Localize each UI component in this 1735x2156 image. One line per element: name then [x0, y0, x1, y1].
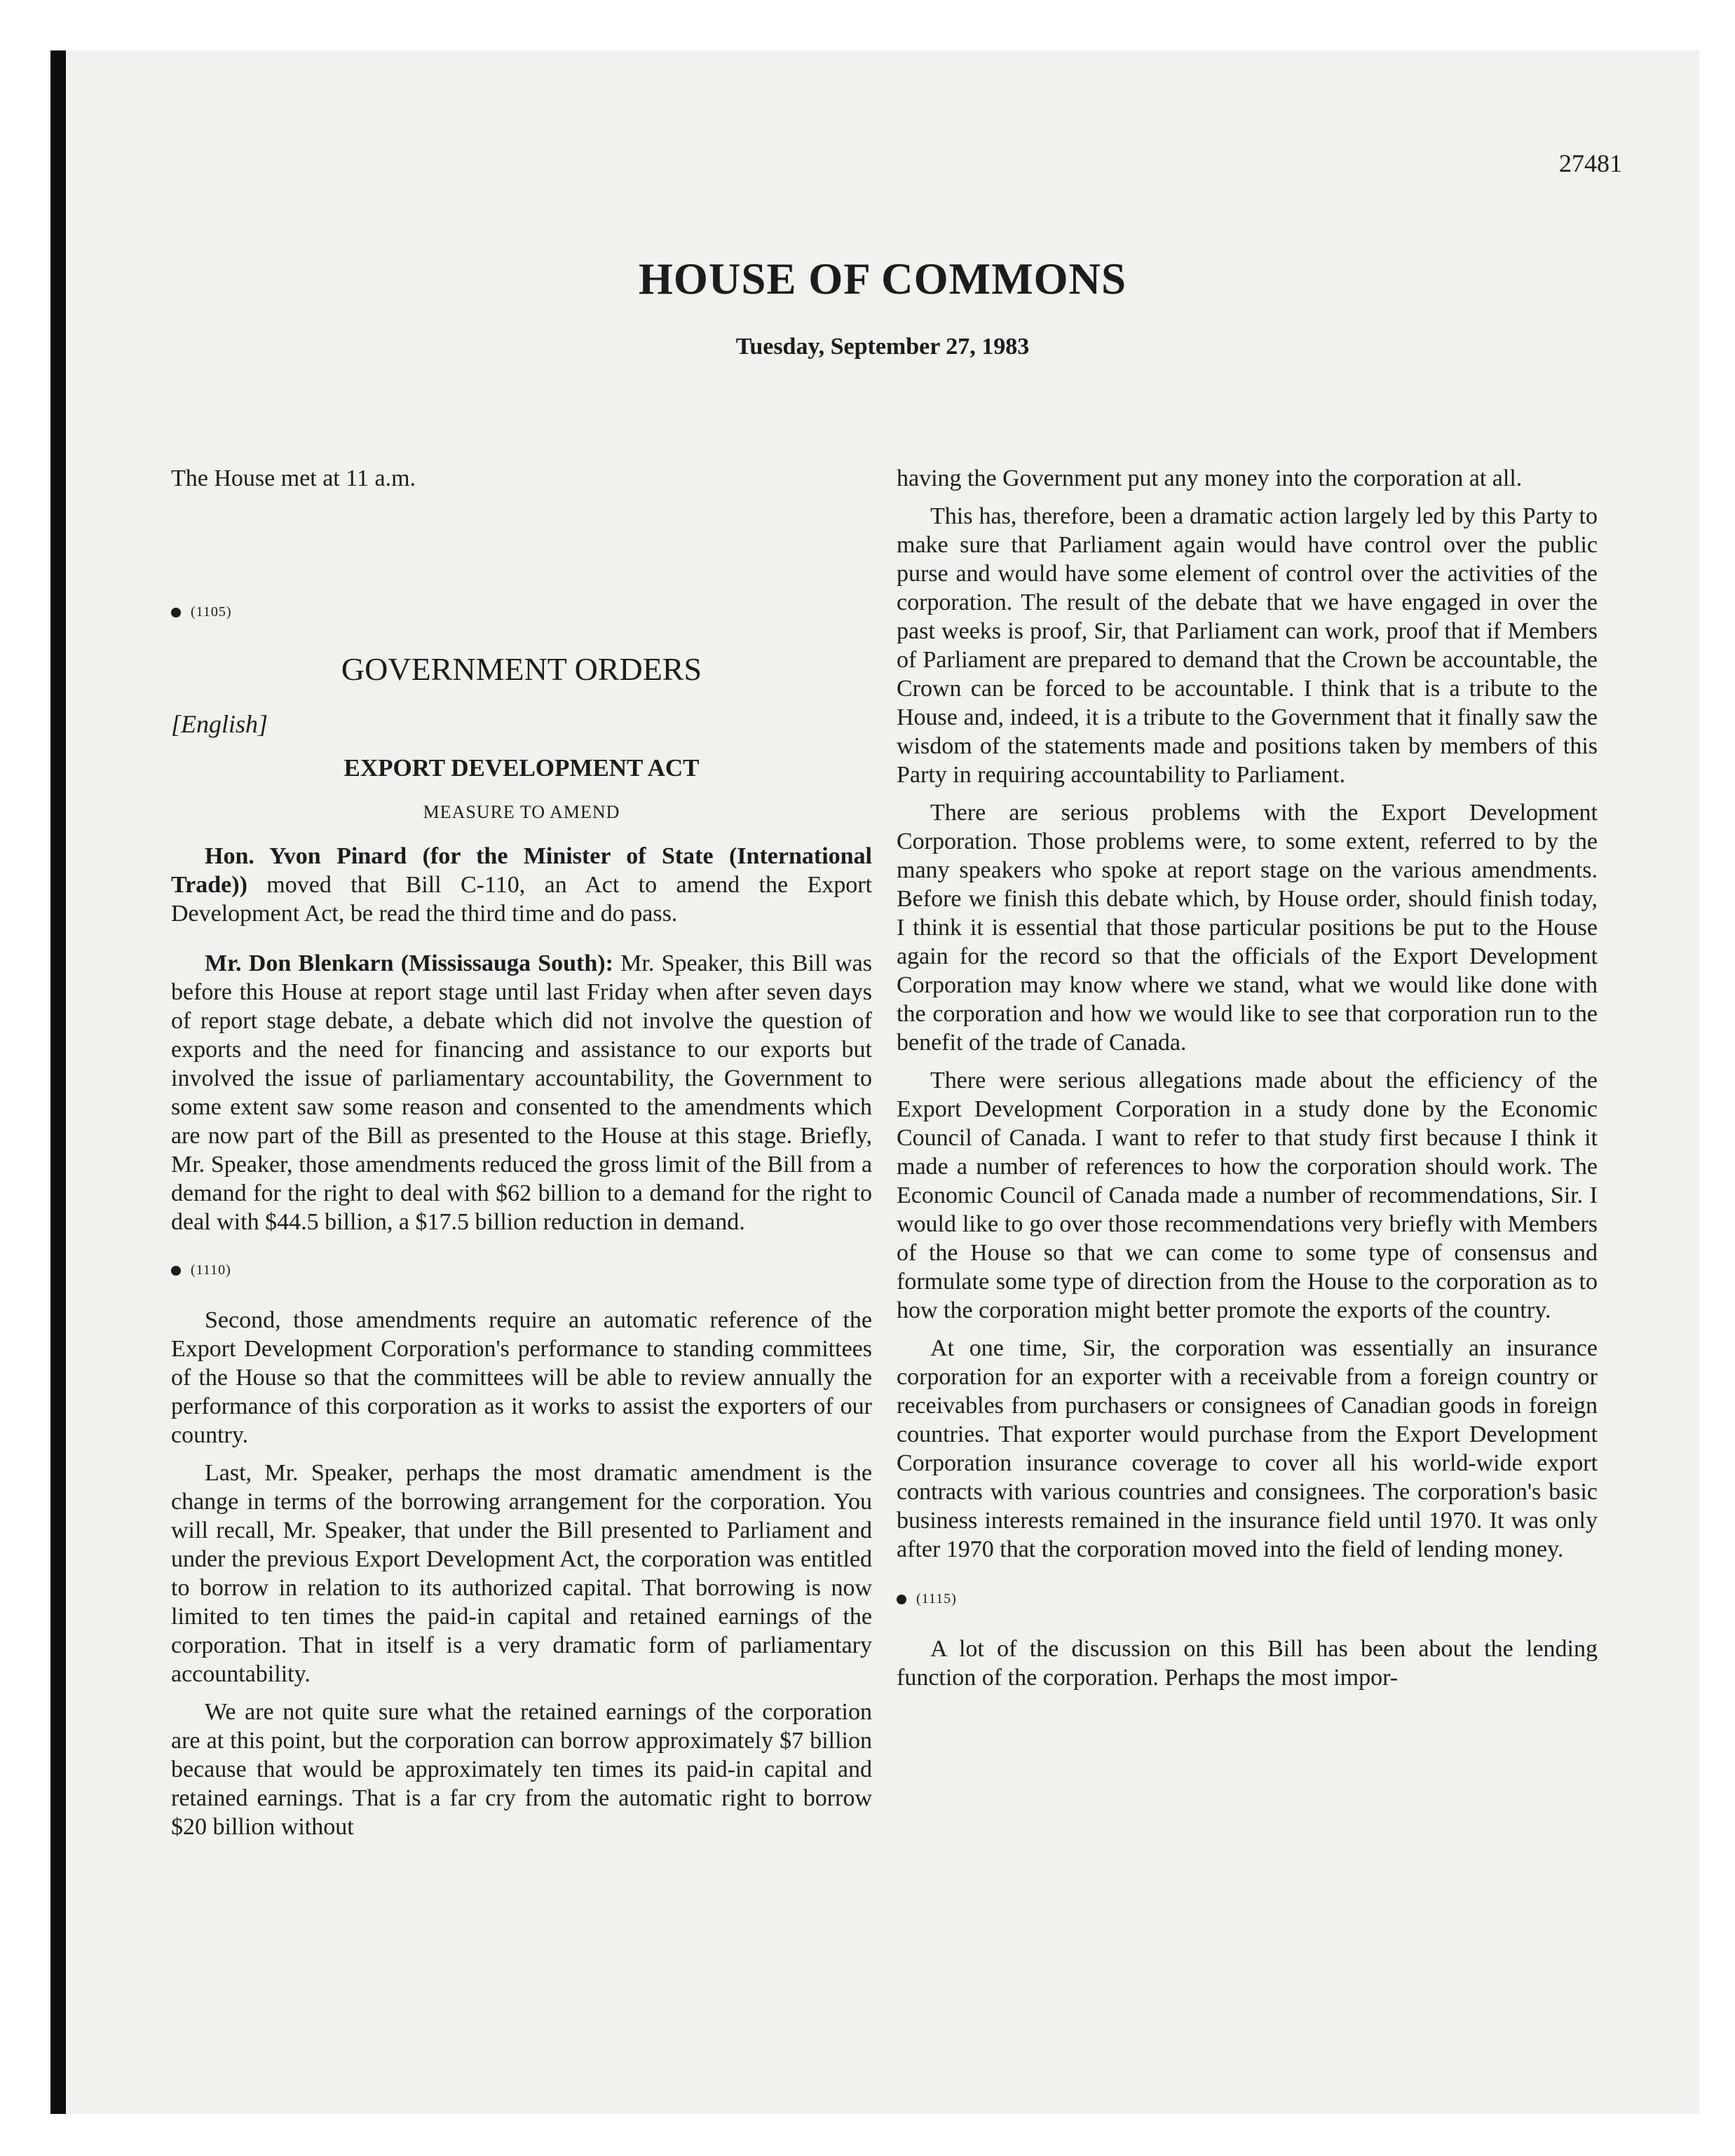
time-marker — [171, 598, 872, 627]
page-number: 27481 — [1559, 149, 1622, 177]
speech-paragraph: Second, those amendments require an automatic reference of the Export Development Corporation's performance to standing committees of the House so that the committees will be able to review annually the performance of this corporation as it works to assist the exporters of our country. — [171, 1307, 872, 1448]
speech-text: Mr. Speaker, this Bill was before this House at report stage until last Friday when after seven days of report stage debate, a debate which did not involve the question of exports and the need for financing and assistance to our exports but involved the issue of parliamentary accountability, the Government to some extent saw some reason and consented to the amendments which are now part of the Bill as presented to the House at this stage. Briefly, Mr. Speaker, those amendments reduced the gross limit of the Bill from a demand for the right to deal with $62 billion to a demand for the right to deal with $44.5 billion, a $17.5 billion reduction in demand. — [171, 950, 872, 1235]
motion-speaker: Hon. Yvon Pinard (for the Minister of State (International Trade)) — [171, 843, 872, 898]
speech-paragraph: Last, Mr. Speaker, perhaps the most dramatic amendment is the change in terms of the borrowing arrangement for the corporation. You will recall, Mr. Speaker, that under the Bill presented to Parliament and under the previous Export Development Act, the corporation was entitled to borrow in relation to its authorized capital. That borrowing is now limited to ten times the paid-in capital and retained earnings of the corporation. That in itself is a very dramatic form of parliamentary accountability. — [171, 1460, 872, 1687]
speech-paragraph: having the Government put any money into the corporation at all. — [897, 465, 1523, 491]
right-column — [897, 464, 1598, 1701]
section-heading: GOVERNMENT ORDERS — [341, 651, 702, 687]
subsection-heading: EXPORT DEVELOPMENT ACT — [343, 754, 700, 782]
time-marker — [171, 1256, 872, 1285]
language-label: [English] — [171, 710, 268, 738]
speaker-name: Mr. Don Blenkarn (Mississauga South): — [205, 950, 613, 976]
speech-paragraph: There were serious allegations made about the efficiency of the Export Development Corporation in a study done by the Economic Council of Canada. I want to refer to that study first because I think it made a number of references to how the corporation should work. The Economic Council of Canada made a number of recommendations, Sir. I would like to go over those recommendations very briefly with Members of the House so that we can come to some type of consensus and formulate some type of direction from the House to the corporation as to how the corporation might better promote the exports of the country. — [897, 1067, 1598, 1323]
motion-text: moved that Bill C-110, an Act to amend the Export Development Act, be read the third time and do pass. — [171, 872, 872, 927]
left-column — [171, 464, 872, 1850]
bullet-icon — [897, 1595, 906, 1604]
page-title: HOUSE OF COMMONS — [638, 254, 1127, 303]
document-page — [50, 50, 1699, 2114]
bullet-icon — [171, 1266, 181, 1276]
motion-paragraph — [171, 842, 872, 928]
language-note — [171, 710, 872, 739]
opening-line: The House met at 11 a.m. — [171, 465, 416, 491]
sitting-date: Tuesday, September 27, 1983 — [735, 334, 1030, 360]
speech-paragraph: This has, therefore, been a dramatic action largely led by this Party to make sure that Parliament again would have control over the public purse and would have some element of control over the activities of the corporation. The result of the debate that we have engaged in over the past weeks is proof, Sir, that Parliament can work, proof that if Members of Parliament are prepared to demand that the Crown be accountable, the Crown can be forced to be accountable. I think that is a tribute to the House and, indeed, it is a tribute to the Government that it finally saw the wisdom of the statements made and positions taken by members of this Party in requiring accountability to Parliament. — [897, 503, 1598, 788]
time-marker — [897, 1585, 1598, 1613]
speech-paragraph: A lot of the discussion on this Bill has been about the lending function of the corporation. Perhaps the most impor- — [897, 1636, 1598, 1691]
speech-paragraph: At one time, Sir, the corporation was essentially an insurance corporation for an exporter with a receivable from a foreign country or receivables from purchasers or consignees of Canadian goods in foreign countries. That exporter would purchase from the Export Development Corporation insurance coverage to cover all his world-wide export contracts with various countries and consignees. The corporation's basic business interests remained in the insurance field until 1970. It was only after 1970 that the corporation moved into the field of lending money. — [897, 1335, 1598, 1562]
speech-paragraph: We are not quite sure what the retained earnings of the corporation are at this point, but the corporation can borrow approximately $7 billion because that would be approximately ten times its paid-in capital and retained earnings. That is a far cry from the automatic right to borrow $20 billion without — [171, 1699, 872, 1840]
time-marker-label: (1110) — [191, 1262, 231, 1278]
bullet-icon — [171, 608, 181, 618]
speech-paragraph — [171, 949, 872, 1236]
measure-heading: MEASURE TO AMEND — [423, 802, 620, 822]
speech-paragraph: There are serious problems with the Export Development Corporation. Those problems were, to some extent, referred to by the many speakers who spoke at report stage on the various amendments. Before we finish this debate which, by House order, should finish today, I think it is essential that those particular positions be put to the House again for the record so that the officials of the Export Development Corporation may know where we stand, what we would like done with the corporation and how we would like to see that corporation run to the benefit of the trade of Canada. — [897, 800, 1598, 1056]
time-marker-label: (1105) — [191, 604, 232, 620]
time-marker-label: (1115) — [916, 1591, 957, 1606]
